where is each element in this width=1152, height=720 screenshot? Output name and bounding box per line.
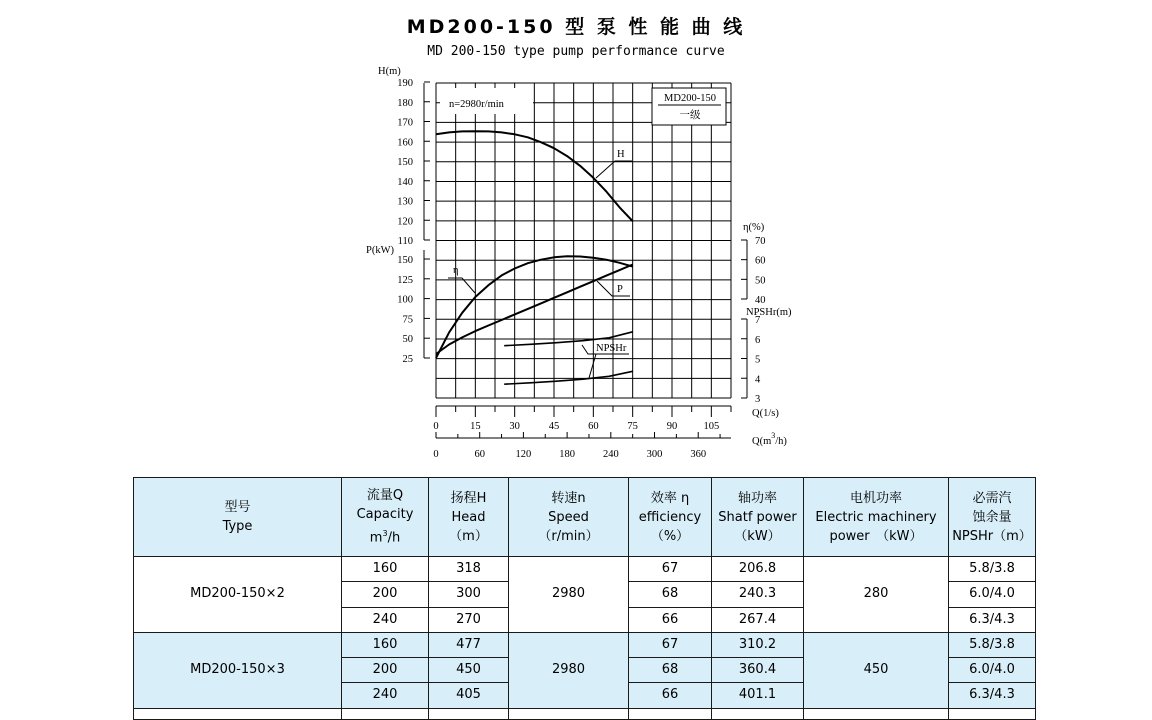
flow-ls-tick-label: 75: [627, 421, 638, 432]
efficiency-cell: 66: [629, 607, 712, 632]
cut-cell: [429, 708, 509, 719]
flow-m3h-tick-label: 120: [515, 449, 532, 460]
capacity-cell: 200: [342, 658, 429, 683]
table-row: [134, 632, 1036, 657]
npshr-cell: 6.3/4.3: [949, 683, 1036, 708]
power-tick-label: 125: [397, 274, 413, 286]
efficiency-cell: 68: [629, 658, 712, 683]
npshr-cell: 6.3/4.3: [949, 607, 1036, 632]
npshr-tick-label: 3: [755, 394, 761, 405]
npshr-leader-lower: [589, 354, 596, 378]
shaft-power-cell: 206.8: [712, 557, 804, 582]
header-type: 型号 Type: [134, 478, 342, 557]
shaft-power-cell: 360.4: [712, 658, 804, 683]
head-tick-label: 110: [397, 236, 413, 247]
flow-m3h-tick-label: 360: [690, 449, 707, 460]
header-npshr: 必需汽 蚀余量 NPSHr（m）: [949, 478, 1036, 557]
capacity-cell: 160: [342, 557, 429, 582]
npshr-axis-label: NPSHr(m): [746, 307, 792, 318]
table-header-row: [134, 478, 1036, 557]
efficiency-cell: 67: [629, 632, 712, 657]
head-tick-label: 170: [397, 117, 413, 129]
efficiency-curve-label: η: [453, 265, 459, 276]
header-capacity: 流量Q Capacity $m^3/h$: [342, 478, 429, 557]
header-speed: 转速n Speed （r/min）: [509, 478, 629, 557]
power-curve-label: P: [617, 284, 623, 295]
shaft-power-cell: 310.2: [712, 632, 804, 657]
head-tick-label: 160: [397, 137, 413, 149]
flow-m3h-axis-label: $Q(m^3/h)$: [752, 431, 787, 447]
capacity-cell: 200: [342, 582, 429, 607]
motor-power-cell: 450: [804, 632, 949, 708]
model-cell: MD200-150×3: [134, 632, 342, 708]
efficiency-cell: 68: [629, 582, 712, 607]
cut-cell: [629, 708, 712, 719]
power-axis-label: P(kW): [366, 245, 394, 256]
speed-cell: 2980: [509, 557, 629, 633]
head-axis-label: H(m): [378, 66, 401, 77]
head-tick-label: 120: [397, 216, 413, 228]
npshr-tick-label: 4: [755, 374, 761, 386]
head-cell: 318: [429, 557, 509, 582]
power-tick-label: 25: [402, 354, 413, 365]
head-cell: 450: [429, 658, 509, 683]
model-box-stage: 一级: [679, 110, 701, 121]
header-motor-power: 电机功率 Electric machinery power （kW）: [804, 478, 949, 557]
head-tick-label: 150: [397, 157, 413, 168]
head-tick-label: 130: [397, 196, 413, 208]
shaft-power-cell: 240.3: [712, 582, 804, 607]
chart-subtitle: MD 200-150 type pump performance curve: [427, 44, 725, 59]
flow-m3h-tick-label: 300: [646, 449, 663, 460]
capacity-cell: 160: [342, 632, 429, 657]
flow-ls-tick-label: 45: [548, 421, 560, 432]
head-cell: 300: [429, 582, 509, 607]
model-cell: MD200-150×2: [134, 557, 342, 633]
head-tick-label: 140: [397, 176, 413, 188]
flow-ls-tick-label: 105: [703, 421, 720, 432]
head-cell: 270: [429, 607, 509, 632]
efficiency-tick-label: 60: [755, 255, 766, 267]
head-tick-label: 190: [397, 78, 413, 89]
cut-cell: [134, 708, 342, 719]
npshr-tick-label: 6: [755, 334, 761, 346]
flow-ls-tick-label: 90: [666, 421, 678, 432]
npshr-cell: 5.8/3.8: [949, 557, 1036, 582]
shaft-power-cell: 401.1: [712, 683, 804, 708]
table-row: [134, 557, 1036, 582]
flow-m3h-tick-label: 0: [433, 449, 439, 460]
flow-ls-tick-label: 30: [509, 421, 520, 432]
npshr-cell: 6.0/4.0: [949, 582, 1036, 607]
power-tick-label: 100: [397, 294, 413, 306]
speed-cell: 2980: [509, 632, 629, 708]
efficiency-cell: 66: [629, 683, 712, 708]
efficiency-tick-label: 50: [755, 275, 766, 287]
efficiency-axis-label: η(%): [743, 222, 765, 233]
npshr-tick-label: 5: [755, 354, 761, 366]
flow-ls-tick-label: 0: [433, 421, 439, 432]
efficiency-cell: 67: [629, 557, 712, 582]
npshr-cell: 5.8/3.8: [949, 632, 1036, 657]
shaft-power-cell: 267.4: [712, 607, 804, 632]
cut-cell: [712, 708, 804, 719]
npshr-curve-label: NPSHr: [596, 343, 627, 354]
cut-cell: [342, 708, 429, 719]
flow-ls-axis-label: Q(1/s): [752, 408, 779, 419]
capacity-cell: 240: [342, 607, 429, 632]
flow-m3h-tick-label: 240: [602, 449, 619, 460]
flow-ls-tick-label: 15: [470, 421, 481, 432]
head-curve-label: H: [617, 149, 625, 160]
chart-title: MD200-150 型 泵 性 能 曲 线: [406, 16, 746, 38]
flow-ls-tick-label: 60: [588, 421, 599, 432]
chart-labels: [366, 66, 792, 460]
cut-cell: [804, 708, 949, 719]
capacity-cell: 240: [342, 683, 429, 708]
efficiency-tick-label: 40: [755, 295, 766, 306]
chart-grid: [436, 83, 731, 398]
cut-cell: [949, 708, 1036, 719]
head-cell: 405: [429, 683, 509, 708]
head-tick-label: 180: [397, 97, 413, 109]
head-leader: [596, 161, 632, 178]
npshr-tick-label: 7: [755, 315, 761, 326]
power-tick-label: 75: [402, 314, 413, 326]
motor-power-cell: 280: [804, 557, 949, 633]
head-cell: 477: [429, 632, 509, 657]
header-efficiency: 效率 η efficiency （%）: [629, 478, 712, 557]
header-head: 扬程H Head （m）: [429, 478, 509, 557]
flow-m3h-tick-label: 180: [559, 449, 575, 460]
efficiency-tick-label: 70: [755, 236, 766, 247]
cut-cell: [509, 708, 629, 719]
npshr-cell: 6.0/4.0: [949, 658, 1036, 683]
power-tick-label: 150: [397, 255, 413, 266]
spec-table: [133, 477, 1036, 720]
power-tick-label: 50: [402, 334, 413, 346]
flow-m3h-tick-label: 60: [474, 449, 485, 460]
header-shaft-power: 轴功率 Shatf power （kW）: [712, 478, 804, 557]
model-box-model: MD200-150: [664, 93, 716, 104]
table-row-cut: [134, 708, 1036, 719]
speed-note: n=2980r/min: [449, 99, 504, 110]
